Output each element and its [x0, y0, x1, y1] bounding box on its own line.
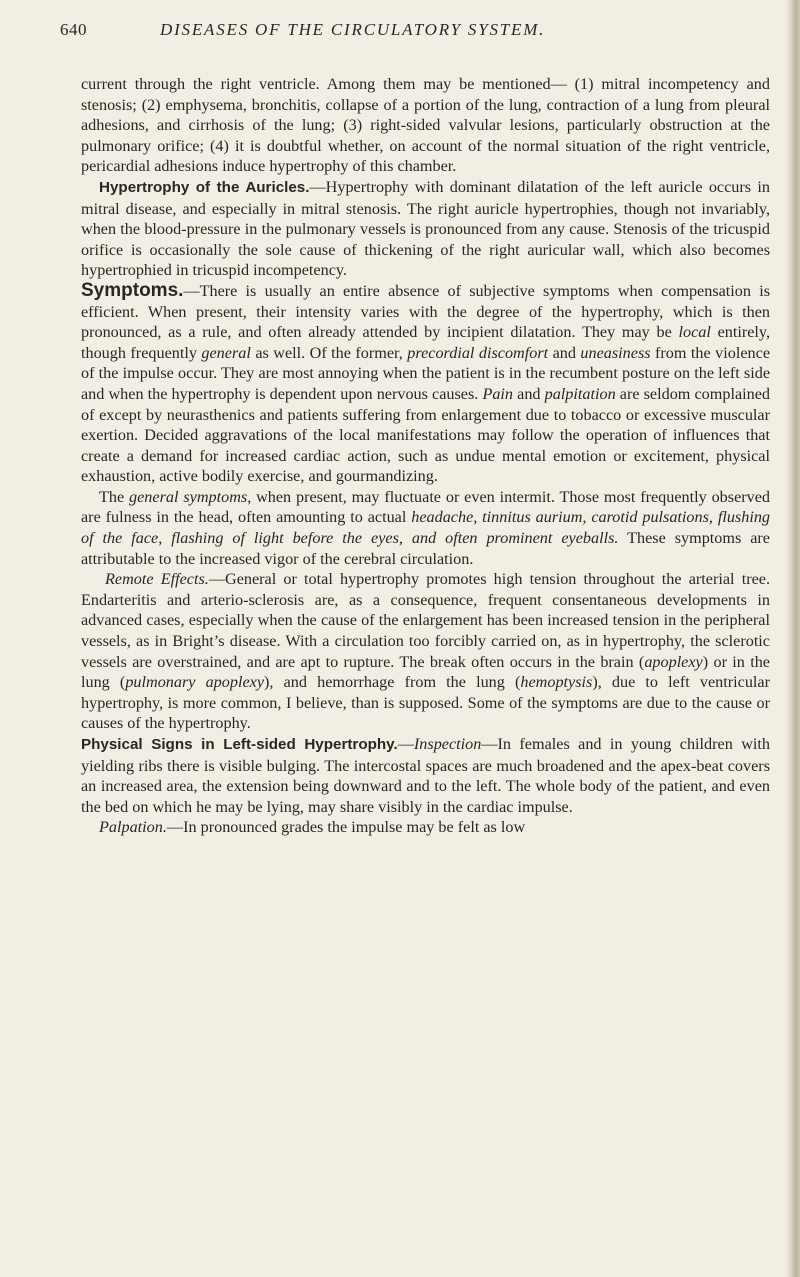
italic-term: palpitation — [544, 384, 616, 403]
paragraph-right-ventricle-causes — [81, 74, 770, 177]
text-run: —In pronounced grades the impulse may be felt as low — [166, 818, 526, 837]
italic-term: general — [201, 343, 251, 362]
section-heading-physical-signs: Physical Signs in Left-sided Hypertrophy. — [81, 736, 398, 753]
paragraph-remote-effects — [81, 569, 770, 734]
text-run: —General or total hypertrophy promotes high tension throughout the arterial tree. Endarteritis and arterio-sclerosis are, as a consequence, frequent consentaneous developments in advanced cases, especially when the cause of the enlargement has been increased tension in the peripheral vessels, as in Bright’s disease. With a circulation too forcibly carried on, as in hypertrophy, the sclerotic vessels are overstrained, and are apt to rupture. The break often occurs in the brain ( — [81, 570, 770, 671]
italic-term: Pain — [482, 384, 514, 403]
section-heading-symptoms: Symptoms. — [81, 279, 184, 301]
text-run: ), due to left ventricular hypertrophy, is more common, I believe, than is supposed. Some of the symptoms are due to the cause or causes of the hypertrophy. — [81, 673, 770, 733]
text-run: entirely, though frequently — [81, 323, 771, 362]
text-run: These symptoms are attributable to the increased vigor of the cerebral circulation. — [81, 529, 770, 568]
italic-term: uneasiness — [580, 343, 651, 362]
paragraph-general-symptoms — [81, 487, 770, 569]
subheading-palpation: Palpation. — [99, 818, 167, 837]
body-text — [81, 74, 770, 838]
text-run: The — [99, 487, 130, 506]
italic-term: headache, tinnitus aurium, carotid pulsations, flushing of the face, flashing of light before the eyes, and often prominent eyeballs. — [81, 508, 771, 548]
paragraph-auricles — [81, 177, 770, 281]
paragraph-symptoms — [81, 281, 770, 487]
text-run: ), and hemorrhage from the lung ( — [264, 673, 521, 692]
paragraph-physical-signs — [81, 734, 770, 817]
text-run: — — [397, 735, 414, 753]
text-run: and — [513, 384, 545, 403]
italic-term: precordial discomfort — [407, 343, 549, 362]
text-run: and — [548, 343, 581, 362]
text-run: —In females and in young children with yielding ribs there is visible bulging. The intercostal spaces are much broadened and the apex-beat covers an increased area, the extension being downward and to the left. The whole body of the patient, and even the bed on which he may be lying, may share visibly in the cardiac impulse. — [81, 735, 770, 816]
paragraph-palpation — [81, 817, 770, 838]
italic-term: local — [678, 323, 711, 342]
italic-term: pulmonary apoplexy — [125, 673, 265, 692]
section-heading-auricles: Hypertrophy of the Auricles. — [99, 178, 310, 196]
paragraph-text: current through the right ventricle. Among them may be mentioned— (1) mitral incompetency and stenosis; (2) emphysema, bronchitis, collapse of a portion of the lung, contraction of a lung from pleural adhesions, and cirrhosis of the lung; (3) right-sided valvular lesions, particularly obstruction at the pulmonary orifice; (4) it is doubtful whether, on account of the normal situation of the right ventricle, pericardial adhesions induce hypertrophy of this chamber. — [81, 75, 770, 176]
text-run: as well. Of the former, — [250, 343, 408, 362]
text-run: —There is usually an entire absence of subjective symptoms when compensation is efficient. When present, their intensity varies with the degree of the hypertrophy, which is then pronounced, as a rule, and often already attended by incipient dilatation. They may be — [81, 281, 770, 342]
italic-term: Inspection — [413, 735, 482, 753]
page-header — [60, 20, 752, 50]
subheading-remote-effects: Remote Effects. — [105, 570, 209, 589]
text-run: from the violence of the impulse occur. They are most annoying when the patient is in the recumbent posture on the left side and when the hypertrophy is dependent upon nervous causes. — [81, 343, 770, 403]
page-number: 640 — [60, 20, 87, 39]
text-run: , when present, may fluctuate or even intermit. Those most frequently observed are fulness in the head, often amounting to actual — [81, 487, 771, 527]
page-edge-shadow — [786, 0, 800, 1277]
text-run: are seldom complained of except by neurasthenics and patients suffering from enlargement due to tobacco or excessive muscular exertion. Decided aggravations of the local manifestations may follow the operation of influences that create a demand for increased cardiac action, such as undue mental emotion or excitement, physical exhaustion, active bodily exercise, and gourmandizing. — [81, 384, 770, 486]
italic-term: apoplexy — [644, 652, 703, 671]
italic-term: hemoptysis — [520, 673, 593, 692]
paragraph-text: —Hypertrophy with dominant dilatation of the left auricle occurs in mitral disease, and especially in mitral stenosis. The right auricle hypertrophies, though not invariably, when the blood-pressure in the pulmonary vessels is pronounced from any cause. Stenosis of the tricuspid orifice is occasionally the sole cause of thickening of the right auricular wall, which also becomes hypertrophied in tricuspid incompetency. — [81, 177, 770, 280]
italic-term: general symptoms — [129, 487, 248, 506]
text-run: ) or in the lung ( — [81, 652, 770, 692]
running-title: DISEASES OF THE CIRCULATORY SYSTEM. — [160, 20, 546, 39]
